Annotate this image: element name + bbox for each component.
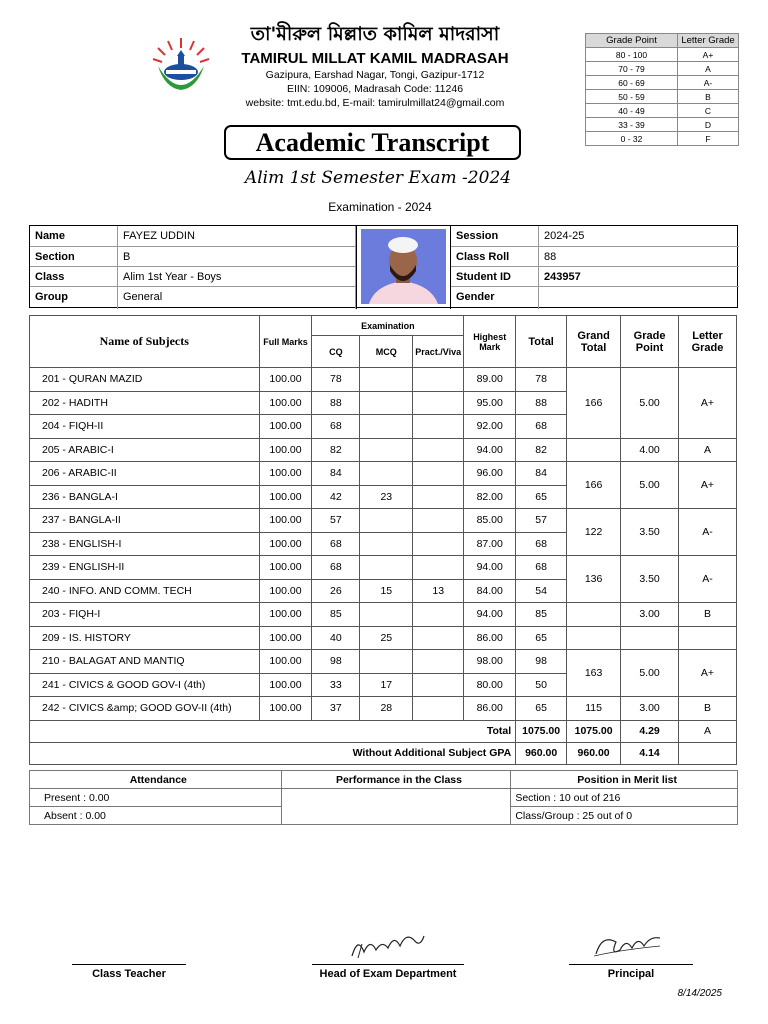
student-id: 243957	[539, 267, 739, 287]
grade-point: 3.50	[621, 556, 679, 603]
subject-name: 204 - FIQH-II	[30, 415, 260, 439]
letter-grade-header: Letter Grade	[679, 316, 737, 368]
mcq-marks	[360, 509, 413, 533]
name-label: Name	[30, 226, 118, 247]
pract-header: Pract./Viva	[413, 336, 464, 368]
attendance-header: Attendance	[30, 771, 282, 789]
grade-scale-row	[586, 118, 739, 132]
grade-scale-row	[586, 104, 739, 118]
gender-label: Gender	[451, 287, 539, 309]
grade-point-header: Grade Point	[621, 316, 679, 368]
cq-marks: 82	[312, 438, 360, 462]
exam-year: Examination - 2024	[328, 200, 432, 214]
school-codes: EIIN: 109006, Madrasah Code: 11246	[286, 83, 464, 95]
grand-total	[567, 438, 621, 462]
highest-mark: 94.00	[464, 556, 516, 580]
grade-scale-table	[585, 33, 739, 146]
letter-grade: B	[679, 603, 737, 627]
grade-letter: F	[678, 132, 739, 146]
subject-name: 202 - HADITH	[30, 391, 260, 415]
school-contact: website: tmt.edu.bd, E-mail: tamirulmillat24@gmail.com	[245, 97, 505, 109]
cq-marks: 57	[312, 509, 360, 533]
full-marks: 100.00	[259, 391, 312, 415]
grade-point: 3.50	[621, 509, 679, 556]
summary-table	[29, 770, 738, 825]
cq-marks: 78	[312, 368, 360, 392]
pract-marks	[413, 509, 464, 533]
examination-header: Examination	[312, 316, 464, 336]
total-header: Total	[516, 316, 567, 368]
grand-total: 136	[567, 556, 621, 603]
grade-letter: A	[678, 62, 739, 76]
page-title: Academic Transcript	[224, 125, 521, 160]
mcq-marks: 25	[360, 626, 413, 650]
grade-scale-row	[586, 90, 739, 104]
class-teacher-label: Class Teacher	[92, 968, 166, 980]
table-row	[30, 603, 737, 627]
letter-grade	[679, 626, 737, 650]
pract-marks	[413, 485, 464, 509]
grand-total-marks: 1075.00	[567, 720, 621, 742]
mcq-marks: 28	[360, 697, 413, 721]
pract-marks	[413, 673, 464, 697]
full-marks: 100.00	[259, 673, 312, 697]
section-position: Section : 10 out of 216	[511, 789, 738, 807]
cq-marks: 68	[312, 556, 360, 580]
table-row	[30, 626, 737, 650]
without-additional-label: Without Additional Subject GPA	[30, 742, 516, 764]
mcq-marks	[360, 603, 413, 627]
pract-marks	[413, 462, 464, 486]
teacher-signature-line	[72, 964, 186, 965]
subject-total: 88	[516, 391, 567, 415]
full-marks: 100.00	[259, 579, 312, 603]
pract-marks	[413, 532, 464, 556]
subject-name: 236 - BANGLA-I	[30, 485, 260, 509]
highest-mark: 94.00	[464, 438, 516, 462]
student-roll: 88	[539, 247, 739, 267]
mcq-marks: 23	[360, 485, 413, 509]
subject-total: 65	[516, 697, 567, 721]
letter-grade: A+	[679, 650, 737, 697]
table-row	[30, 556, 737, 580]
subject-name: 239 - ENGLISH-II	[30, 556, 260, 580]
full-marks: 100.00	[259, 415, 312, 439]
cq-marks: 88	[312, 391, 360, 415]
table-row	[30, 462, 737, 486]
mcq-marks	[360, 556, 413, 580]
subject-name: 205 - ARABIC-I	[30, 438, 260, 462]
cq-marks: 85	[312, 603, 360, 627]
cq-marks: 68	[312, 415, 360, 439]
empty-cell	[679, 742, 737, 764]
student-section: B	[118, 247, 356, 267]
principal-label: Principal	[607, 968, 655, 980]
head-exam-label: Head of Exam Department	[319, 968, 457, 980]
group-label: Group	[30, 287, 118, 309]
grand-total	[567, 626, 621, 650]
performance-header: Performance in the Class	[281, 771, 511, 789]
mcq-marks	[360, 650, 413, 674]
student-gender	[539, 287, 739, 309]
grade-letter: A+	[678, 48, 739, 62]
pract-marks: 13	[413, 579, 464, 603]
grade-range: 0 - 32	[586, 132, 678, 146]
cq-marks: 40	[312, 626, 360, 650]
student-info	[29, 225, 738, 308]
roll-label: Class Roll	[451, 247, 539, 267]
overall-letter-grade: A	[679, 720, 737, 742]
gpa: 4.29	[621, 720, 679, 742]
grade-scale-row	[586, 62, 739, 76]
grand-total: 163	[567, 650, 621, 697]
school-name-bengali: তা'মীরুল মিল্লাত কামিল মাদরাসা	[250, 23, 500, 45]
grand-total: 115	[567, 697, 621, 721]
subject-name: 206 - ARABIC-II	[30, 462, 260, 486]
full-marks: 100.00	[259, 462, 312, 486]
pract-marks	[413, 391, 464, 415]
exam-subtitle: Alim 1st Semester Exam -2024	[244, 168, 512, 188]
highest-mark: 86.00	[464, 626, 516, 650]
subject-name: 201 - QURAN MAZID	[30, 368, 260, 392]
school-name: TAMIRUL MILLAT KAMIL MADRASAH	[241, 50, 509, 67]
subject-name: 242 - CIVICS &amp; GOOD GOV-II (4th)	[30, 697, 260, 721]
subject-total: 68	[516, 415, 567, 439]
class-position: Class/Group : 25 out of 0	[511, 807, 738, 825]
highest-mark: 82.00	[464, 485, 516, 509]
subject-name: 203 - FIQH-I	[30, 603, 260, 627]
letter-grade: A-	[679, 509, 737, 556]
letter-grade: A	[679, 438, 737, 462]
student-group: General	[118, 287, 356, 309]
subject-total: 57	[516, 509, 567, 533]
mcq-marks	[360, 368, 413, 392]
grade-range: 70 - 79	[586, 62, 678, 76]
without-additional-grand: 960.00	[567, 742, 621, 764]
subject-total: 82	[516, 438, 567, 462]
subject-total: 65	[516, 626, 567, 650]
cq-marks: 37	[312, 697, 360, 721]
without-additional-marks: 960.00	[516, 742, 567, 764]
absent-count: Absent : 0.00	[30, 807, 282, 825]
pract-marks	[413, 415, 464, 439]
student-photo-frame	[356, 226, 451, 309]
subject-total: 65	[516, 485, 567, 509]
student-photo	[361, 229, 446, 304]
full-marks-header: Full Marks	[259, 316, 312, 368]
student-name: FAYEZ UDDIN	[118, 226, 356, 247]
full-marks: 100.00	[259, 485, 312, 509]
full-marks: 100.00	[259, 697, 312, 721]
mcq-marks: 17	[360, 673, 413, 697]
full-marks: 100.00	[259, 556, 312, 580]
section-label: Section	[30, 247, 118, 267]
grand-total: 122	[567, 509, 621, 556]
highest-mark: 86.00	[464, 697, 516, 721]
subject-name: 209 - IS. HISTORY	[30, 626, 260, 650]
mcq-marks	[360, 391, 413, 415]
subject-total: 50	[516, 673, 567, 697]
print-date: 8/14/2025	[677, 988, 722, 999]
present-count: Present : 0.00	[30, 789, 282, 807]
highest-mark: 80.00	[464, 673, 516, 697]
pract-marks	[413, 368, 464, 392]
pract-marks	[413, 650, 464, 674]
head-signature-line	[312, 964, 464, 965]
total-label: Total	[30, 720, 516, 742]
subject-total: 78	[516, 368, 567, 392]
cq-marks: 98	[312, 650, 360, 674]
mcq-header: MCQ	[360, 336, 413, 368]
highest-mark: 84.00	[464, 579, 516, 603]
full-marks: 100.00	[259, 438, 312, 462]
highest-mark: 98.00	[464, 650, 516, 674]
subject-total: 68	[516, 532, 567, 556]
principal-signature-line	[569, 964, 693, 965]
subject-total: 85	[516, 603, 567, 627]
grade-point: 3.00	[621, 697, 679, 721]
subject-total: 54	[516, 579, 567, 603]
subject-name: 237 - BANGLA-II	[30, 509, 260, 533]
cq-marks: 26	[312, 579, 360, 603]
highest-mark: 94.00	[464, 603, 516, 627]
subject-name: 240 - INFO. AND COMM. TECH	[30, 579, 260, 603]
grade-letter: A-	[678, 76, 739, 90]
pract-marks	[413, 603, 464, 627]
grade-scale-row	[586, 132, 739, 146]
table-row	[30, 509, 737, 533]
table-row	[30, 438, 737, 462]
subject-name: 210 - BALAGAT AND MANTIQ	[30, 650, 260, 674]
table-row	[30, 697, 737, 721]
grade-range: 33 - 39	[586, 118, 678, 132]
subject-name: 241 - CIVICS & GOOD GOV-I (4th)	[30, 673, 260, 697]
grade-point: 4.00	[621, 438, 679, 462]
pract-marks	[413, 556, 464, 580]
cq-marks: 68	[312, 532, 360, 556]
grade-point: 3.00	[621, 603, 679, 627]
grade-letter: C	[678, 104, 739, 118]
grade-range: 60 - 69	[586, 76, 678, 90]
cq-header: CQ	[312, 336, 360, 368]
highest-mark: 95.00	[464, 391, 516, 415]
grade-letter: D	[678, 118, 739, 132]
cq-marks: 42	[312, 485, 360, 509]
highest-mark: 92.00	[464, 415, 516, 439]
grade-point	[621, 626, 679, 650]
principal-signature-icon	[590, 928, 664, 960]
full-marks: 100.00	[259, 532, 312, 556]
grade-range: 50 - 59	[586, 90, 678, 104]
grade-letter: B	[678, 90, 739, 104]
highest-mark: 96.00	[464, 462, 516, 486]
performance-cell	[281, 789, 511, 825]
subject-name: 238 - ENGLISH-I	[30, 532, 260, 556]
full-marks: 100.00	[259, 603, 312, 627]
pract-marks	[413, 626, 464, 650]
grand-total	[567, 603, 621, 627]
highest-mark: 85.00	[464, 509, 516, 533]
student-session: 2024-25	[539, 226, 739, 247]
total-marks: 1075.00	[516, 720, 567, 742]
grade-range: 40 - 49	[586, 104, 678, 118]
grand-total-header: Grand Total	[567, 316, 621, 368]
grade-scale-header: Grade Point	[586, 34, 678, 48]
full-marks: 100.00	[259, 368, 312, 392]
school-address: Gazipura, Earshad Nagar, Tongi, Gazipur-1712	[265, 69, 485, 81]
highest-mark-header: Highest Mark	[464, 316, 516, 368]
subject-total: 84	[516, 462, 567, 486]
session-label: Session	[451, 226, 539, 247]
full-marks: 100.00	[259, 650, 312, 674]
marks-table	[29, 315, 737, 765]
grade-point: 5.00	[621, 462, 679, 509]
grade-scale-row	[586, 76, 739, 90]
subject-total: 68	[516, 556, 567, 580]
mcq-marks	[360, 415, 413, 439]
letter-grade: A+	[679, 462, 737, 509]
letter-grade: A+	[679, 368, 737, 439]
mcq-marks	[360, 462, 413, 486]
student-id-label: Student ID	[451, 267, 539, 287]
grade-scale-header: Letter Grade	[678, 34, 739, 48]
table-row	[30, 368, 737, 392]
mcq-marks	[360, 438, 413, 462]
table-row	[30, 650, 737, 674]
cq-marks: 84	[312, 462, 360, 486]
letter-grade: A-	[679, 556, 737, 603]
full-marks: 100.00	[259, 626, 312, 650]
cq-marks: 33	[312, 673, 360, 697]
madrasah-logo-icon	[150, 36, 212, 98]
grade-point: 5.00	[621, 368, 679, 439]
merit-header: Position in Merit list	[511, 771, 738, 789]
without-additional-gpa: 4.14	[621, 742, 679, 764]
mcq-marks: 15	[360, 579, 413, 603]
student-class: Alim 1st Year - Boys	[118, 267, 356, 287]
highest-mark: 89.00	[464, 368, 516, 392]
pract-marks	[413, 697, 464, 721]
class-label: Class	[30, 267, 118, 287]
grand-total: 166	[567, 368, 621, 439]
grand-total: 166	[567, 462, 621, 509]
highest-mark: 87.00	[464, 532, 516, 556]
letter-grade: B	[679, 697, 737, 721]
subjects-header: Name of Subjects	[30, 316, 260, 368]
subject-total: 98	[516, 650, 567, 674]
grade-range: 80 - 100	[586, 48, 678, 62]
full-marks: 100.00	[259, 509, 312, 533]
pract-marks	[413, 438, 464, 462]
grade-point: 5.00	[621, 650, 679, 697]
mcq-marks	[360, 532, 413, 556]
grade-scale-row	[586, 48, 739, 62]
head-signature-icon	[348, 926, 428, 962]
